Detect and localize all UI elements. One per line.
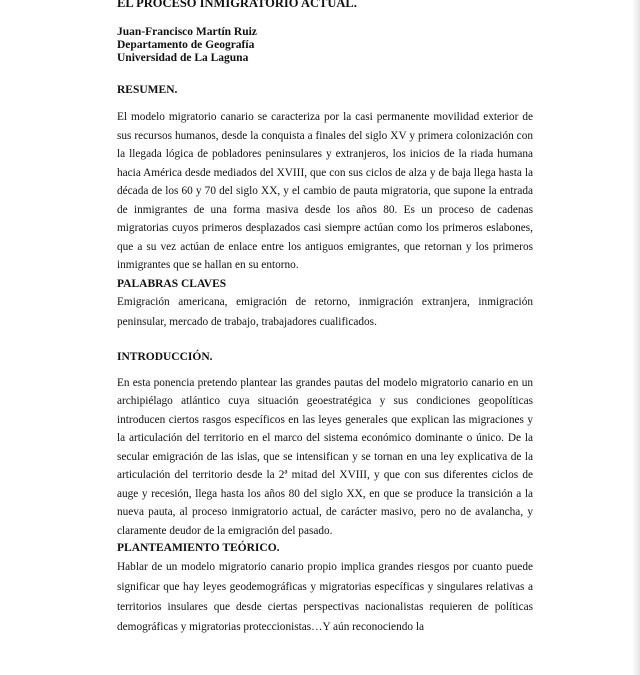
keywords-heading: PALABRAS CLAVES [117, 277, 227, 290]
keywords-paragraph: Emigración americana, emigración de retorno, inmigración extranjera, inmigración peninsular, mercado de trabajo, trabajadores cualificados. [117, 295, 533, 328]
author-name: Juan-Francisco Martín Ruiz [117, 26, 257, 38]
resumen-paragraph: El modelo migratorio canario se caracteriza por la casi permanente movilidad exterior de sus recursos humanos, desde la conquista a finales del siglo XV y primera colonización con la llegada lógica de pobladores peninsulares y extranjeros, los inicios de la riada humana hacia América desde mediados del XVIII, que con sus ciclos de alza y de baja llega hasta la década de los 60 y 70 del siglo XX, y el cambio de pauta migratoria, que supone la entrada de inmigrantes de una forma masiva desde los años 80. Es un proceso de cadenas migratorias cuyos primeros desplazados casi siempre actúan como los primeros eslabones, que a su vez actúan de enlace entre los antiguos emigrantes, que retornan y los primeros inmigrantes que se hallan en su entorno. [117, 111, 533, 271]
page-content [117, 0, 533, 637]
author-university: Universidad de La Laguna [117, 52, 249, 64]
author-department: Departamento de Geografía [117, 39, 255, 51]
planteamiento-heading: PLANTEAMIENTO TEÓRICO. [117, 542, 280, 554]
paper-title: EL PROCESO INMIGRATORIO ACTUAL. [117, 0, 357, 10]
introduccion-heading: INTRODUCCIÓN. [117, 350, 213, 363]
page-edge-shadow [632, 0, 640, 675]
author-block [117, 26, 533, 65]
planteamiento-paragraph: Hablar de un modelo migratorio canario propio implica grandes riesgos por cuanto puede significar que hay leyes geodemográficas y migratorias específicas y singulares relativas a territorios insulares que desde ciertas perspectivas nacionalistas requieren de políticas demográficas y migratorias proteccionistas…Y aún reconociendo la [117, 561, 533, 633]
resumen-heading: RESUMEN. [117, 84, 178, 96]
introduccion-paragraph: En esta ponencia pretendo plantear las grandes pautas del modelo migratorio canario en un archipiélago atlántico cuya situación geoestratégica y sus condiciones geopolíticas introducen ciertos rasgos específicos en las leyes generales que explican las migraciones y la articulación del territorio en el marco del sistema económico dominante o único. De la secular emigración de las islas, que se intensifican y se tornan en una ley explicativa de la articulación del territorio desde la 2ª mitad del XVIII, y que con sus diferentes ciclos de auge y recesión, llega hasta los años 80 del siglo XX, en que se produce la transición a la nueva pauta, al proceso inmigratorio actual, de carácter masivo, pero no de avalancha, y claramente deudor de la emigración del pasado. [117, 376, 533, 537]
